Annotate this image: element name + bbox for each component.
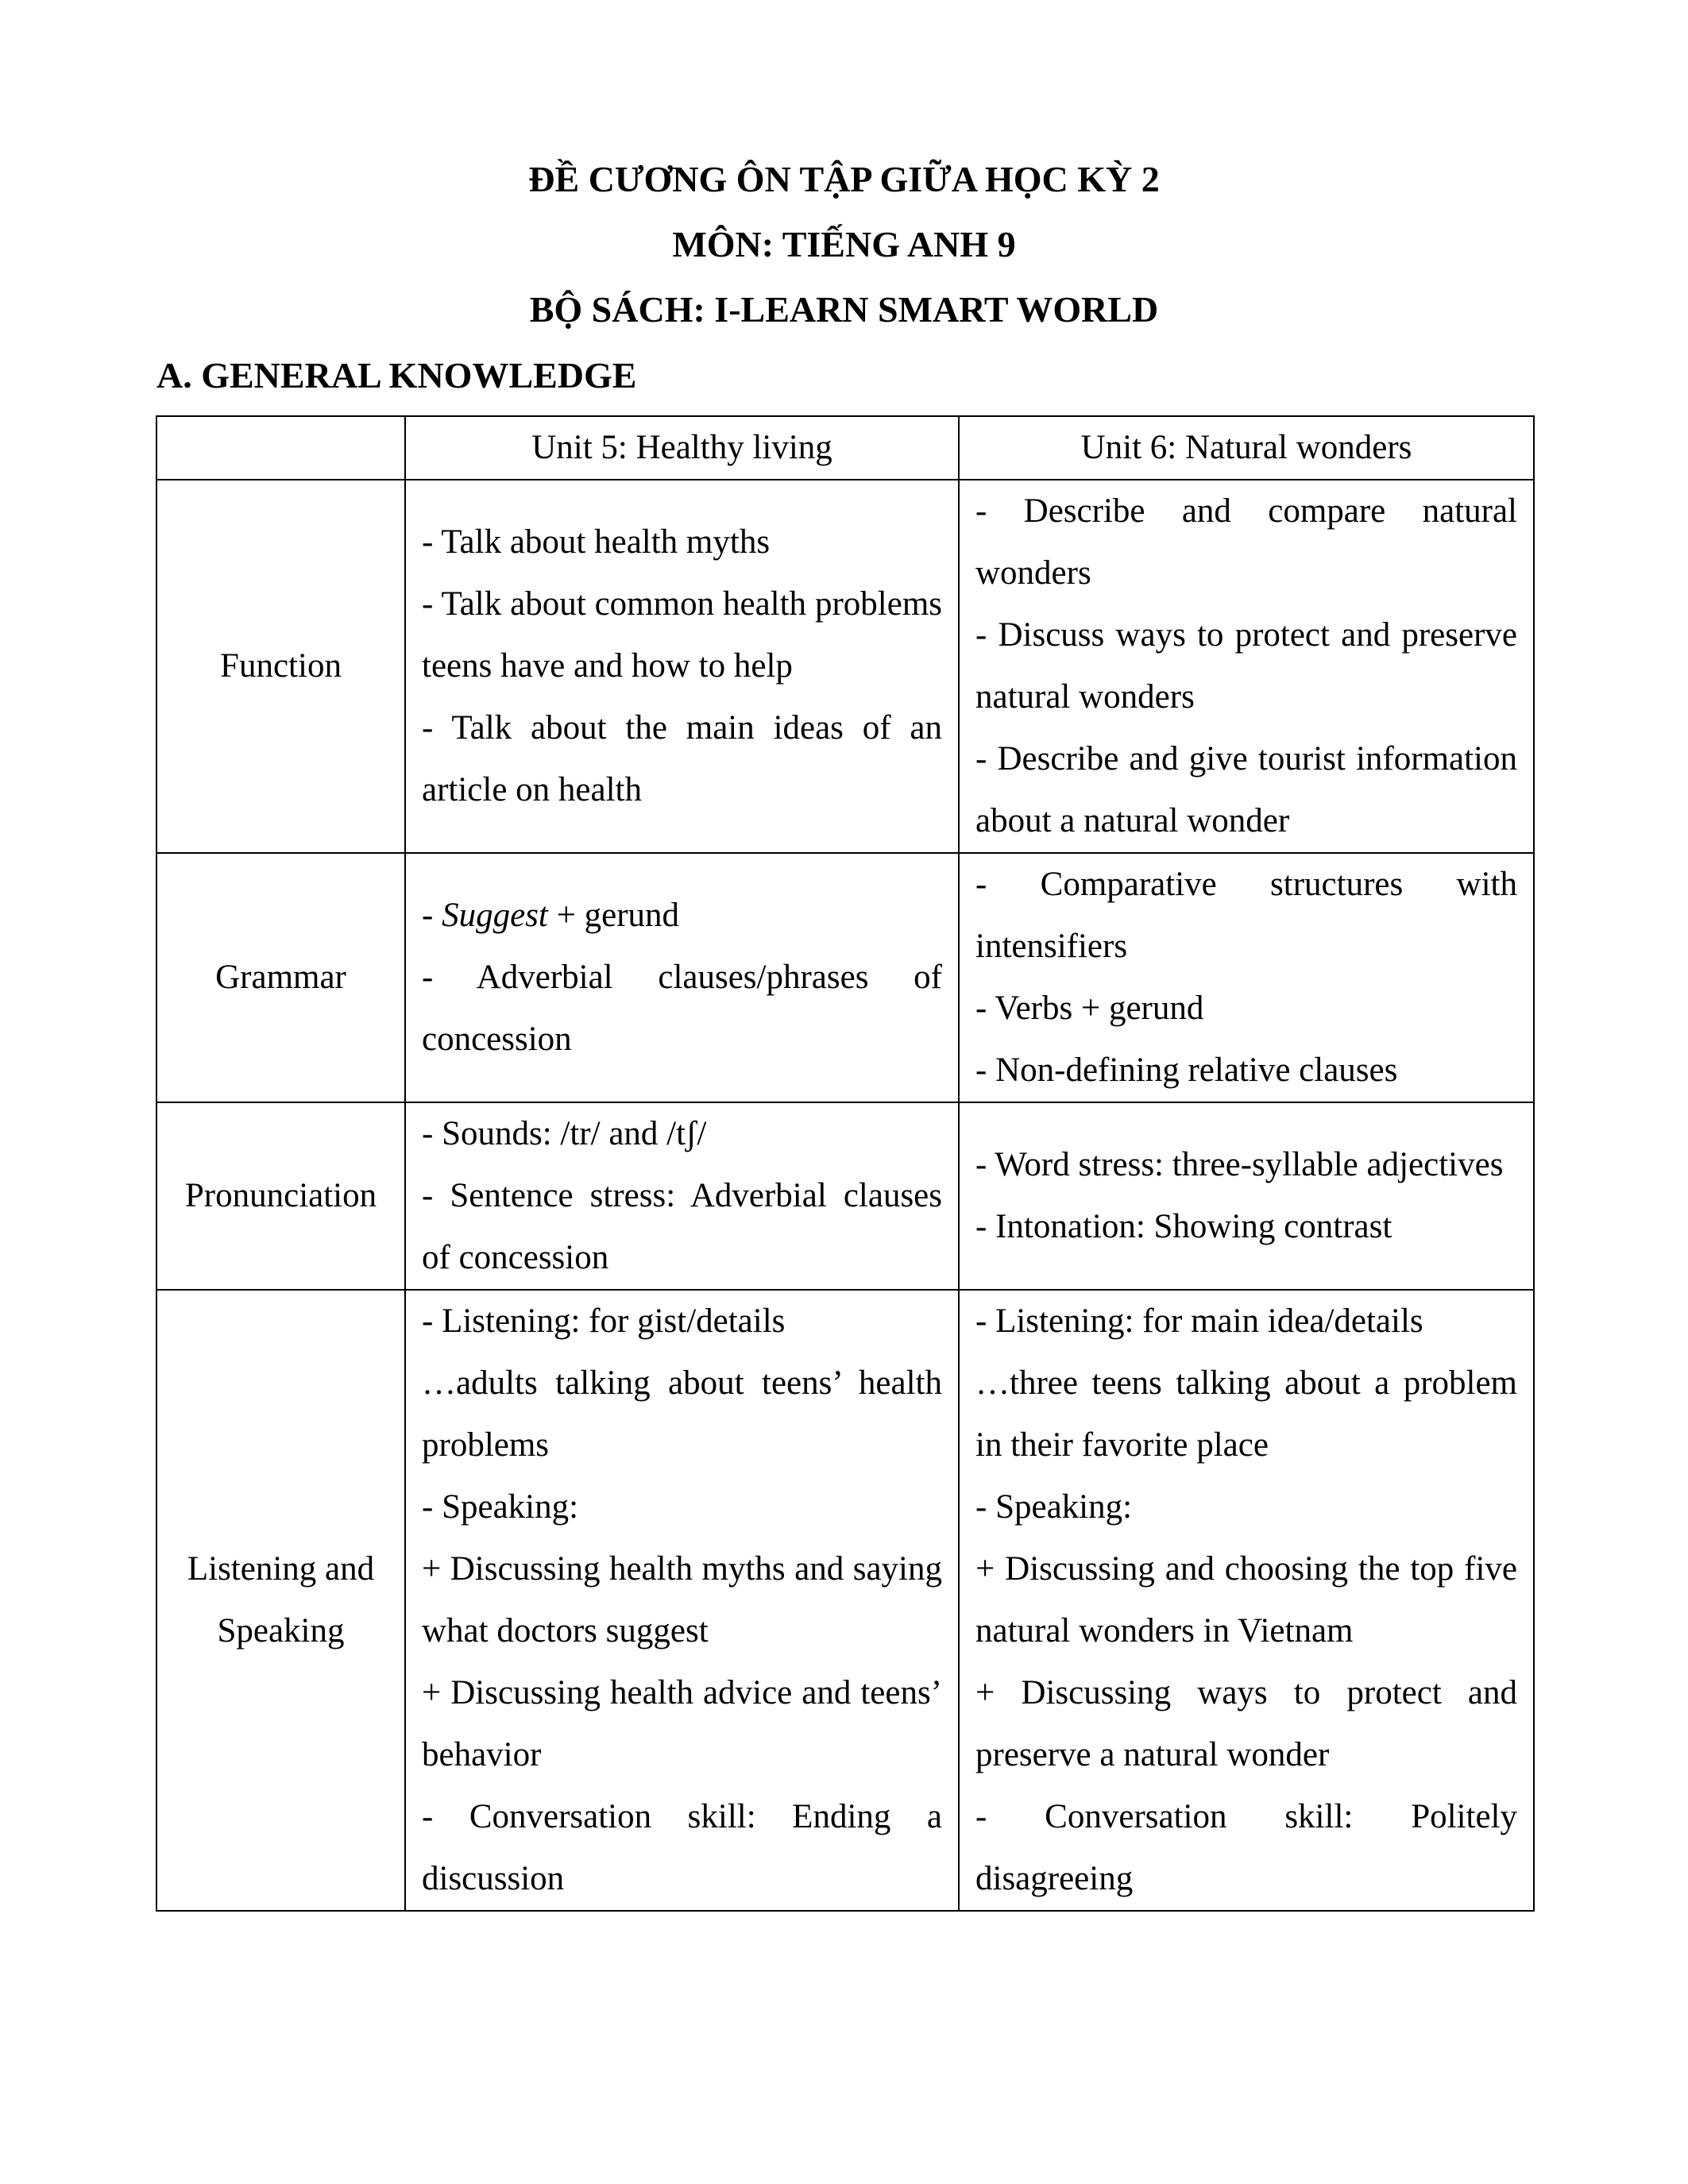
general-knowledge-table <box>156 415 1535 1912</box>
suggest-word: Suggest <box>442 897 548 934</box>
list-item: - Adverbial clauses/phrases of concession <box>422 959 942 1058</box>
list-item: + Discussing health advice and teens’ behavior <box>422 1674 942 1773</box>
row-label-grammar: Grammar <box>156 853 405 1102</box>
document-title: ĐỀ CƯƠNG ÔN TẬP GIỮA HỌC KỲ 2 <box>528 159 1160 199</box>
list-item: - Word stress: three-syllable adjectives <box>975 1146 1504 1183</box>
listening-unit-5-cell <box>405 1290 959 1911</box>
header-empty-cell <box>156 416 405 480</box>
list-item: - Non-defining relative clauses <box>975 1051 1398 1089</box>
list-item: …three teens talking about a problem in their favorite place <box>975 1364 1517 1464</box>
table-row-pronunciation <box>156 1102 1534 1290</box>
list-item: - Discuss ways to protect and preserve natural wonders <box>975 616 1517 716</box>
list-item: - Describe and compare natural wonders <box>975 492 1517 592</box>
list-item: - Conversation skill: Ending a discussion <box>422 1798 942 1897</box>
dash-prefix: - <box>422 897 442 934</box>
function-unit-5-cell <box>405 480 959 853</box>
pronunciation-unit-5-cell <box>405 1102 959 1290</box>
list-item: + Discussing health myths and saying what doctors suggest <box>422 1550 942 1650</box>
row-label-line: Speaking <box>217 1612 345 1650</box>
subject-line: MÔN: TIẾNG ANH 9 <box>672 224 1016 264</box>
list-item: + Discussing ways to protect and preserve a natural wonder <box>975 1674 1517 1773</box>
table-row-listening-speaking <box>156 1290 1534 1911</box>
section-heading: A. GENERAL KNOWLEDGE <box>156 355 637 396</box>
table-row-grammar <box>156 853 1534 1102</box>
row-label-pronunciation: Pronunciation <box>156 1102 405 1290</box>
list-item: - Talk about the main ideas of an article on health <box>422 709 942 808</box>
list-item: - Comparative structures with intensifiers <box>975 866 1517 965</box>
list-item: - Speaking: <box>975 1488 1133 1526</box>
list-item: - Conversation skill: Politely disagreeing <box>975 1798 1517 1897</box>
list-item: …adults talking about teens’ health problems <box>422 1364 942 1464</box>
row-label-function: Function <box>156 480 405 853</box>
row-label-line: Listening and <box>187 1550 375 1588</box>
list-item: - Verbs + gerund <box>975 990 1204 1027</box>
table-header-row <box>156 416 1534 480</box>
list-item: - Listening: for main idea/details <box>975 1302 1423 1340</box>
function-unit-6-cell <box>959 480 1534 853</box>
listening-unit-6-cell <box>959 1290 1534 1911</box>
textbook-line: BỘ SÁCH: I-LEARN SMART WORLD <box>529 289 1159 330</box>
header-unit-6: Unit 6: Natural wonders <box>959 416 1534 480</box>
list-item <box>422 885 942 947</box>
list-item: - Sentence stress: Adverbial clauses of concession <box>422 1177 942 1276</box>
list-item: + Discussing and choosing the top five natural wonders in Vietnam <box>975 1550 1517 1650</box>
list-item: - Talk about common health problems teens have and how to help <box>422 585 942 685</box>
table-row-function <box>156 480 1534 853</box>
list-item: - Describe and give tourist information about a natural wonder <box>975 740 1517 839</box>
grammar-unit-5-cell <box>405 853 959 1102</box>
list-item: - Talk about health myths <box>422 523 771 561</box>
list-item: - Listening: for gist/details <box>422 1302 786 1340</box>
row-label-listening-speaking <box>156 1290 405 1911</box>
grammar-unit-6-cell <box>959 853 1534 1102</box>
list-item: - Intonation: Showing contrast <box>975 1208 1393 1245</box>
header-unit-5: Unit 5: Healthy living <box>405 416 959 480</box>
suggest-rest: + gerund <box>547 897 680 934</box>
pronunciation-unit-6-cell <box>959 1102 1534 1290</box>
list-item: - Speaking: <box>422 1488 579 1526</box>
list-item: - Sounds: /tr/ and /tʃ/ <box>422 1115 707 1152</box>
